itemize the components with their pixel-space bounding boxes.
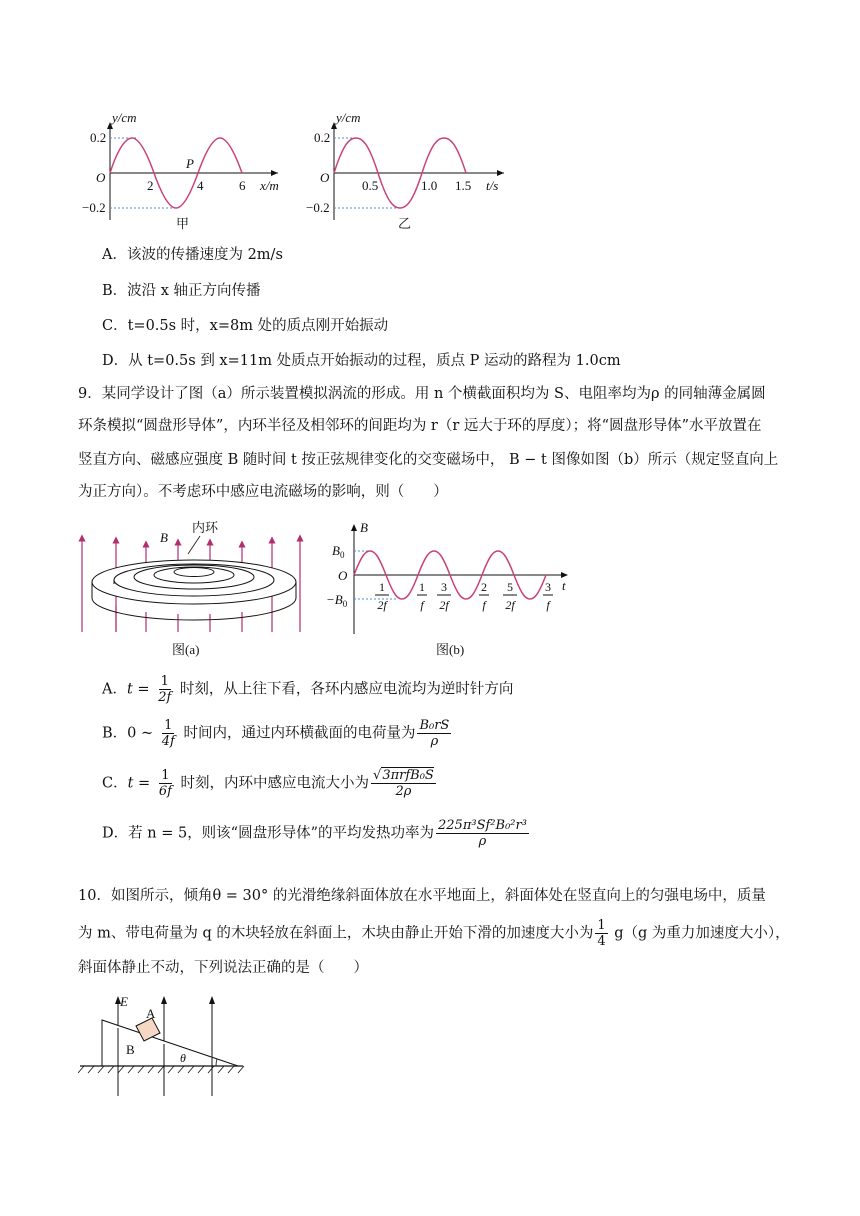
svg-text:B0 — [332, 543, 345, 560]
yi-top-label: 0.2 — [314, 130, 331, 145]
jia-xlabel: x/m — [260, 178, 279, 193]
yi-ylabel: y/cm — [336, 110, 361, 125]
fig-b-tick-3-den: 2f — [439, 598, 449, 612]
fig-b-tick-6-num: 3 — [545, 580, 551, 594]
fig-b-label-neg-b0-sub: 0 — [342, 599, 348, 609]
fig-b-tick-6-den: f — [546, 598, 550, 612]
fig-a-caption: 图(a) — [172, 642, 200, 657]
q9-option-b: B．0 ~ $\frac{1}{4f}$ 时间内，通过内环横截面的电荷量为 $\frac{\text{B₀rS}}{\rho}$ — [102, 718, 450, 749]
yi-bottom-label: −0.2 — [306, 200, 330, 215]
jia-tick-6: 6 — [239, 178, 246, 193]
q8-option-b: B．波沿 x 轴正方向传播 — [102, 283, 261, 299]
jia-point-p: P — [186, 156, 194, 171]
fig-b-tick-3-num: 3 — [441, 580, 447, 594]
q8-option-c: C．t=0.5s 时，x=8m 处的质点刚开始振动 — [102, 318, 389, 334]
q9-line-4: 为正方向）。不考虑环中感应电流磁场的影响，则（ ） — [78, 484, 448, 500]
fig-b-label-b0: B — [332, 543, 340, 558]
q9-option-c: C．t = $\frac{1}{6f}$ 时刻，内环中感应电流大小为 $\frac{\text{√3πrfB₀S}}{2\rho}$ — [102, 768, 434, 799]
figure-a-disc — [76, 520, 306, 660]
yi-origin: O — [320, 170, 330, 185]
jia-tick-2: 2 — [147, 178, 154, 193]
jia-caption: 甲 — [176, 216, 190, 231]
fig-b-tick-4-num: 2 — [481, 580, 487, 594]
figure-b-bt-graph — [326, 518, 576, 660]
fig-b-label-b: B — [360, 520, 368, 535]
fig-a-label-b: B — [160, 530, 168, 545]
fig-b-tick-5-den: 2f — [505, 598, 515, 612]
q10-line-3: 斜面体静止不动，下列说法正确的是（ ） — [78, 960, 368, 976]
jia-bottom-label: −0.2 — [82, 200, 106, 215]
fig-b-tick-1-den: 2f — [377, 598, 387, 612]
yi-tick-15: 1.5 — [455, 178, 472, 193]
yi-xlabel: t/s — [486, 178, 499, 193]
jia-top-label: 0.2 — [90, 130, 107, 145]
incline-label-a: A — [146, 1006, 156, 1021]
wave-graph-yi — [306, 108, 518, 234]
fig-b-tick-2-num: 1 — [419, 580, 425, 594]
fig-b-tick-1-num: 1 — [379, 580, 385, 594]
q9-option-a: A．t = $\frac{1}{2f}$ 时刻，从上往下看，各环内感应电流均为逆时针方向 — [102, 674, 514, 705]
fig-a-label-inner-ring: 内环 — [192, 520, 219, 535]
figure-incline — [78, 988, 248, 1108]
incline-label-theta: θ — [180, 1051, 186, 1065]
fig-b-caption: 图(b) — [436, 642, 465, 657]
yi-tick-10: 1.0 — [421, 178, 438, 193]
q8-option-a: A．该波的传播速度为 2m/s — [102, 247, 283, 263]
jia-tick-4: 4 — [197, 178, 204, 193]
q9-line-2: 环条模拟“圆盘形导体”，内环半径及相邻环的间距均为 r（r 远大于环的厚度）；将“圆盘形导体”水平放置在 — [78, 418, 762, 434]
jia-origin: O — [96, 170, 106, 185]
q10-line-2: 为 m、带电荷量为 q 的木块轻放在斜面上，木块由静止开始下滑的加速度大小为 $\frac{1}{4}$ g（g 为重力加速度大小）， — [78, 918, 790, 949]
q9-line-1: 9．某同学设计了图（a）所示装置模拟涡流的形成。用 n 个横截面积均为 S、电阻率均为ρ 的同轴薄金属圆 — [78, 386, 766, 402]
yi-tick-05: 0.5 — [362, 178, 379, 193]
svg-text:−B0 — [326, 592, 348, 609]
incline-label-b: B — [126, 1042, 135, 1057]
q9-option-d: D．若 n = 5，则该“圆盘形导体”的平均发热功率为 $\frac{\text{225π³Sf²B₀²r³}}{\rho}$ — [102, 818, 527, 849]
fig-b-label-t: t — [562, 578, 566, 593]
fig-b-tick-2-den: f — [420, 598, 424, 612]
fig-b-tick-5-num: 5 — [507, 580, 513, 594]
yi-caption: 乙 — [398, 216, 412, 231]
q10-line-1: 10．如图所示，倾角θ = 30° 的光滑绝缘斜面体放在水平地面上，斜面体处在竖直向上的匀强电场中，质量 — [78, 888, 766, 904]
wave-graph-jia — [82, 108, 294, 234]
fig-b-tick-4-den: f — [482, 598, 486, 612]
fig-b-label-neg-b0: −B — [326, 592, 343, 607]
incline-label-e: E — [120, 994, 128, 1009]
q8-option-d: D．从 t=0.5s 到 x=11m 处质点开始振动的过程，质点 P 运动的路程为 1.0cm — [102, 353, 621, 369]
q9-line-3: 竖直方向、磁感应强度 B 随时间 t 按正弦规律变化的交变磁场中， B − t 图像如图（b）所示（规定竖直向上 — [78, 452, 779, 468]
jia-ylabel: y/cm — [112, 110, 137, 125]
fig-b-origin: O — [338, 568, 348, 583]
fig-b-label-b0-sub: 0 — [339, 550, 345, 560]
fig-b-tick-fractions — [375, 580, 553, 612]
